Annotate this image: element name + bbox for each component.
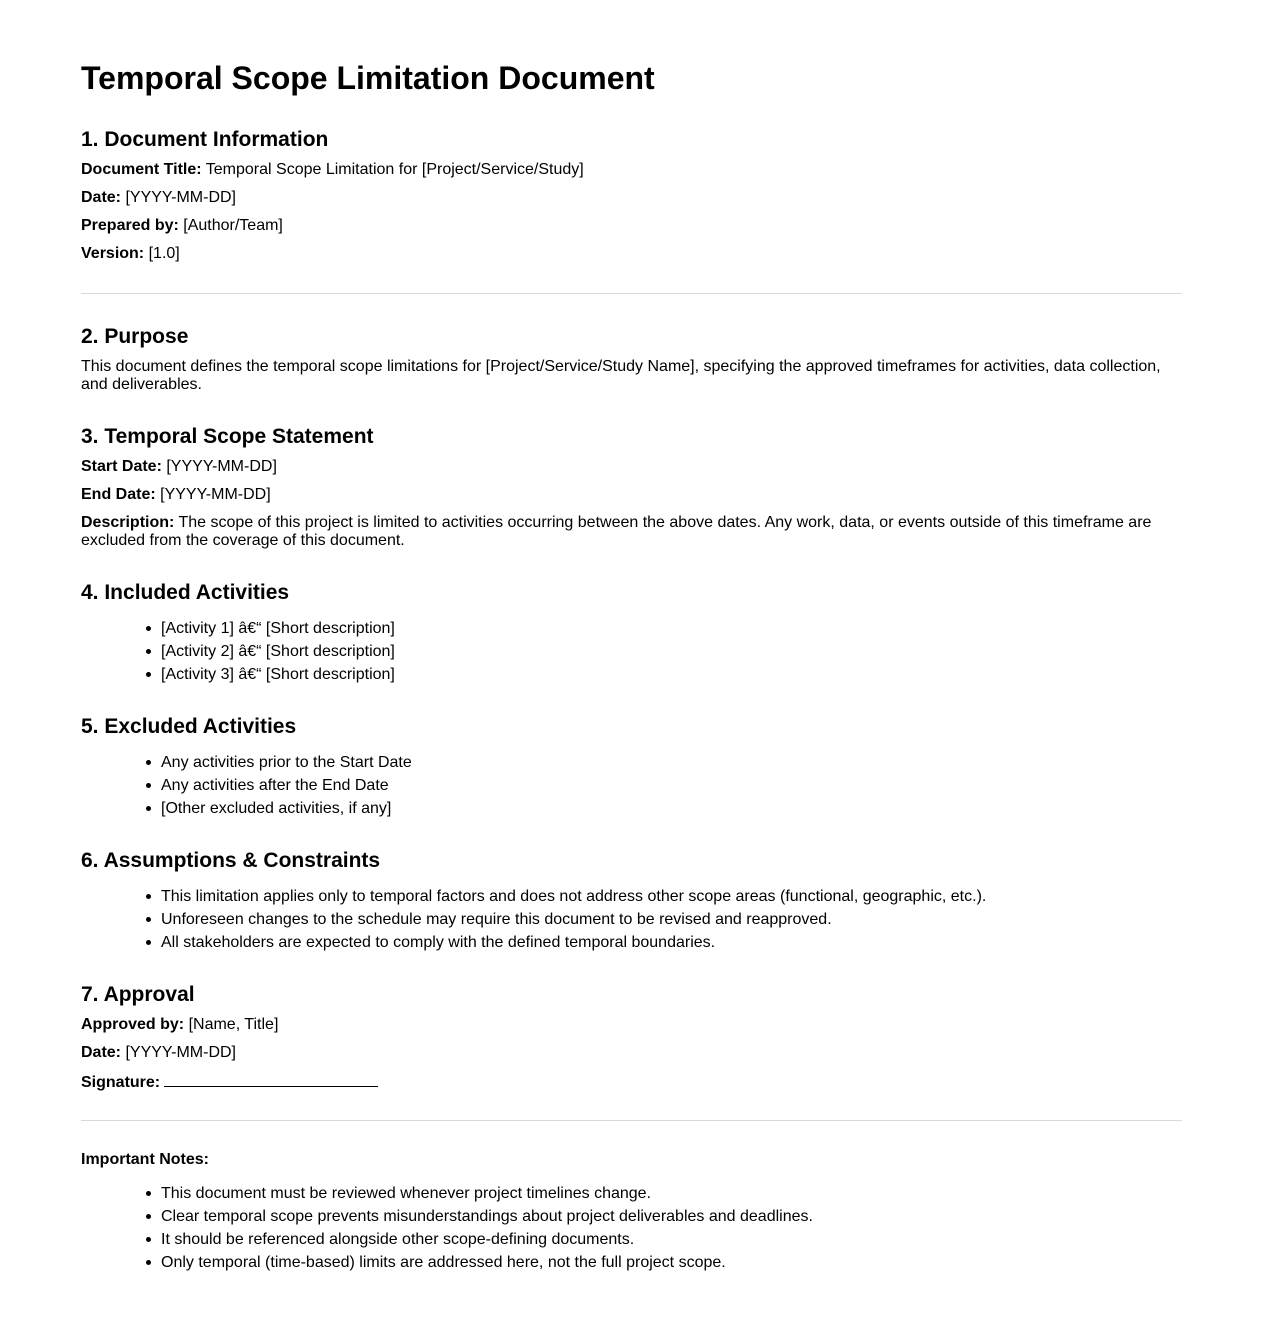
field-value: [YYYY-MM-DD] [125, 189, 236, 206]
field-value: [Author/Team] [183, 217, 283, 234]
field-date [81, 189, 236, 207]
section-heading-included-activities: 4. Included Activities [81, 581, 290, 604]
list-item: [Activity 1] â€“ [Short description] [161, 617, 395, 640]
field-value: [Name, Title] [188, 1016, 279, 1033]
list-item: This document must be reviewed whenever project timelines change. [161, 1182, 813, 1205]
section-heading-purpose: 2. Purpose [81, 325, 189, 348]
list-item: Any activities after the End Date [161, 774, 412, 797]
field-start-date [81, 458, 277, 476]
section-heading-document-information: 1. Document Information [81, 128, 329, 151]
notes-list [81, 1182, 813, 1274]
field-label: Description: [81, 514, 175, 531]
signature-line [164, 1072, 378, 1087]
field-label: Date: [81, 1044, 122, 1061]
field-label: End Date: [81, 486, 156, 503]
field-label: Signature: [81, 1074, 161, 1091]
field-value: Temporal Scope Limitation for [Project/Service/Study] [205, 161, 584, 178]
field-end-date [81, 486, 271, 504]
section-heading-assumptions-constraints: 6. Assumptions & Constraints [81, 849, 381, 872]
field-value: [YYYY-MM-DD] [166, 458, 277, 475]
field-value: [YYYY-MM-DD] [125, 1044, 236, 1061]
section-heading-approval: 7. Approval [81, 983, 195, 1006]
list-item: Clear temporal scope prevents misunderstandings about project deliverables and deadlines. [161, 1205, 813, 1228]
list-item: Unforeseen changes to the schedule may require this document to be revised and reapproved. [161, 908, 986, 931]
field-label: Prepared by: [81, 217, 179, 234]
field-value: [1.0] [148, 245, 180, 262]
field-label: Document Title: [81, 161, 202, 178]
field-document-title [81, 161, 584, 179]
list-item: [Activity 2] â€“ [Short description] [161, 640, 395, 663]
field-label: Approved by: [81, 1016, 185, 1033]
field-label: Date: [81, 189, 122, 206]
section-heading-temporal-scope-statement: 3. Temporal Scope Statement [81, 425, 374, 448]
field-version [81, 245, 180, 263]
list-item: All stakeholders are expected to comply with the defined temporal boundaries. [161, 931, 986, 954]
list-item: It should be referenced alongside other scope-defining documents. [161, 1228, 813, 1251]
divider [81, 1120, 1182, 1121]
field-approved-by [81, 1016, 278, 1034]
list-item: This limitation applies only to temporal factors and does not address other scope areas (functional, geographic, etc.). [161, 885, 986, 908]
divider [81, 293, 1182, 294]
field-signature [81, 1072, 378, 1092]
field-prepared-by [81, 217, 283, 235]
excluded-activities-list [81, 751, 412, 820]
notes-heading: Important Notes: [81, 1151, 209, 1168]
field-description [81, 514, 1181, 550]
list-item: [Activity 3] â€“ [Short description] [161, 663, 395, 686]
field-approval-date [81, 1044, 236, 1062]
assumptions-list [81, 885, 986, 954]
included-activities-list [81, 617, 395, 686]
purpose-text: This document defines the temporal scope limitations for [Project/Service/Study Name], specifying the approved timeframes for activities, data collection, and deliverables. [81, 358, 1161, 393]
field-label: Start Date: [81, 458, 162, 475]
list-item: Only temporal (time-based) limits are addressed here, not the full project scope. [161, 1251, 813, 1274]
field-label: Version: [81, 245, 145, 262]
section-heading-excluded-activities: 5. Excluded Activities [81, 715, 297, 738]
list-item: [Other excluded activities, if any] [161, 797, 412, 820]
field-value: [YYYY-MM-DD] [160, 486, 271, 503]
list-item: Any activities prior to the Start Date [161, 751, 412, 774]
page-title: Temporal Scope Limitation Document [81, 60, 655, 96]
field-value: The scope of this project is limited to activities occurring between the above dates. Any work, data, or events outside of this timeframe are excluded from the coverage of this document. [81, 514, 1152, 549]
